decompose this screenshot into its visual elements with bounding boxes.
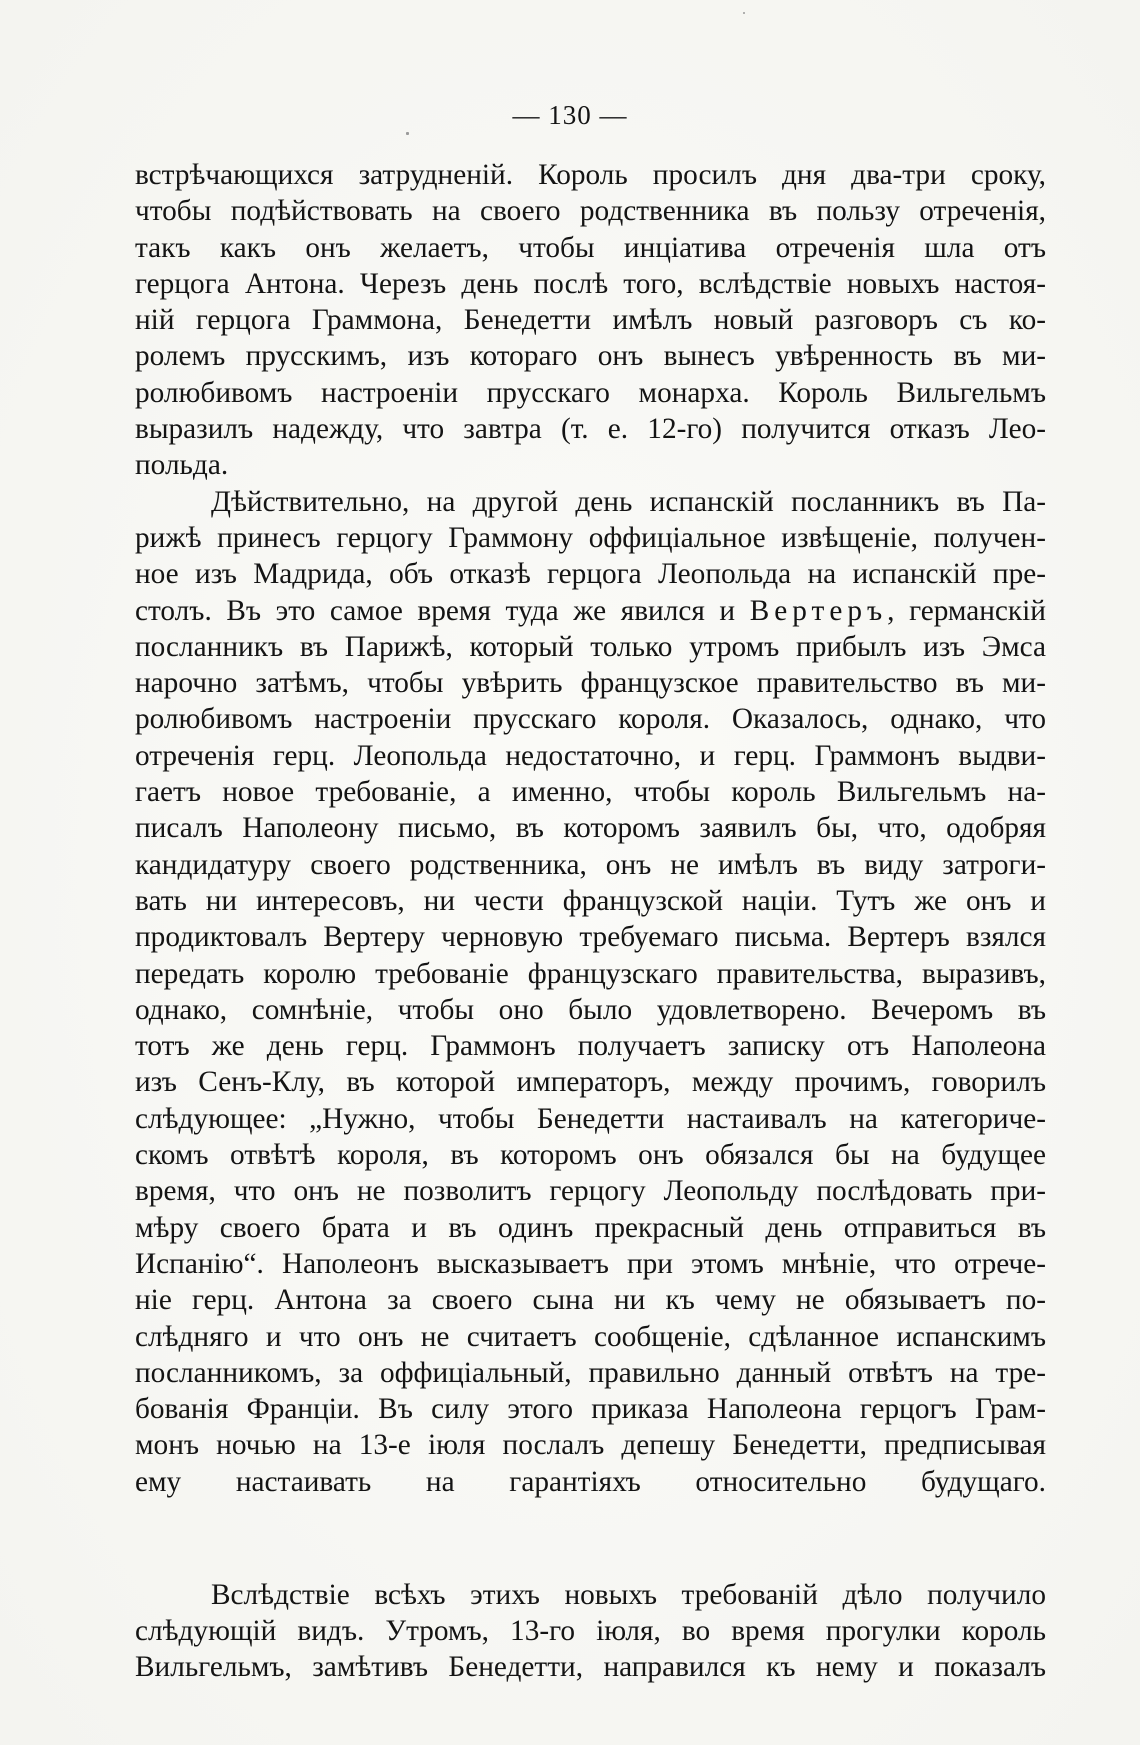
text-line <box>135 1500 1046 1536</box>
scan-speck <box>406 132 409 135</box>
text-line <box>135 1536 1046 1572</box>
text-line: выразилъ надежду, что завтра (т. е. 12-го) получится отказъ Лео- <box>135 413 1046 446</box>
scan-speck <box>743 12 745 14</box>
text-line: скомъ отвѣтѣ короля, въ которомъ онъ обязался бы на будущее <box>135 1139 1046 1172</box>
text-line: однако, сомнѣніе, чтобы оно было удовлетворено. Вечеромъ въ <box>135 993 1046 1026</box>
text-line: рижѣ принесъ герцогу Граммону оффиціальное извѣщеніе, получен- <box>135 521 1046 554</box>
text-line: ное изъ Мадрида, объ отказѣ герцога Леопольда на испанскій пре- <box>135 558 1046 591</box>
text-line: чтобы подѣйствовать на своего родственника въ пользу отреченія, <box>135 195 1046 228</box>
text-line: ролемъ прусскимъ, изъ котораго онъ вынесъ увѣренность въ ми- <box>135 340 1046 373</box>
text-line: монъ ночью на 13-е іюля послалъ депешу Бенедетти, предписывая <box>135 1429 1046 1462</box>
text-line: ній герцога Граммона, Бенедетти имѣлъ новый разговоръ съ ко- <box>135 304 1046 337</box>
text-line: мѣру своего брата и въ одинъ прекрасный день отправиться въ <box>135 1211 1046 1244</box>
text-line: продиктовалъ Вертеру черновую требуемаго письма. Вертеръ взялся <box>135 921 1046 954</box>
text-line: польда. <box>135 449 229 482</box>
text-line: слѣдняго и что онъ не считаетъ сообщеніе, сдѣланное испанскимъ <box>135 1320 1046 1353</box>
text-line-with-spaced-name <box>135 593 1046 629</box>
spaced-name: Вертеръ <box>749 594 888 627</box>
text-line: Испанію“. Наполеонъ высказываетъ при этомъ мнѣніе, что отрече- <box>135 1247 1046 1280</box>
text-line: Дѣйствительно, на другой день испанскій посланникъ въ Па- <box>211 485 1046 518</box>
text-line: отреченія герц. Леопольда недостаточно, и герц. Граммонъ выдви- <box>135 739 1046 772</box>
paragraph-2 <box>135 484 1046 1573</box>
text-line: ролюбивомъ настроеніи прусскаго монарха. Король Вильгельмъ <box>135 376 1046 409</box>
page-number: — 130 — <box>512 100 628 130</box>
text-line: ніе герц. Антона за своего сына ни къ чему не обязываетъ по- <box>135 1284 1046 1317</box>
text-line: Вслѣдствіе всѣхъ этихъ новыхъ требованій дѣло получило <box>211 1578 1046 1611</box>
text-line: ролюбивомъ настроеніи прусскаго короля. Оказалось, однако, что <box>135 703 1046 736</box>
body-text <box>135 157 1046 1685</box>
text-line: тотъ же день герц. Граммонъ получаетъ записку отъ Наполеона <box>135 1030 1046 1063</box>
text-line: нарочно затѣмъ, чтобы увѣрить французское правительство въ ми- <box>135 667 1046 700</box>
text-segment: , германскій <box>887 594 1046 627</box>
text-line: посланникомъ, за оффиціальный, правильно данный отвѣтъ на тре- <box>135 1356 1046 1389</box>
text-line: встрѣчающихся затрудненій. Король просилъ дня два-три сроку, <box>135 159 1046 191</box>
text-line: время, что онъ не позволитъ герцогу Леопольду послѣдовать при- <box>135 1175 1046 1208</box>
text-line: писалъ Наполеону письмо, въ которомъ заявилъ бы, что, одобряя <box>135 812 1046 845</box>
paragraph-1 <box>135 157 1046 484</box>
paragraph-3 <box>135 1577 1046 1686</box>
text-line: вать ни интересовъ, ни чести французской націи. Тутъ же онъ и <box>135 884 1046 917</box>
text-line: герцога Антона. Черезъ день послѣ того, вслѣдствіе новыхъ настоя- <box>135 267 1046 300</box>
text-line: кандидатуру своего родственника, онъ не имѣлъ въ виду затроги- <box>135 848 1046 881</box>
text-line: слѣдующее: „Нужно, чтобы Бенедетти настаивалъ на категориче- <box>135 1102 1046 1135</box>
text-line: такъ какъ онъ желаетъ, чтобы инціатива отреченія шла отъ <box>135 231 1046 264</box>
text-line: ему настаивать на гарантіяхъ относительно будущаго. <box>135 1465 1046 1498</box>
text-line: Вильгельмъ, замѣтивъ Бенедетти, направился къ нему и показалъ <box>135 1651 1046 1684</box>
text-line: посланникъ въ Парижѣ, который только утромъ прибылъ изъ Эмса <box>135 630 1046 663</box>
text-line: изъ Сенъ-Клу, въ которой императоръ, между прочимъ, говорилъ <box>135 1066 1046 1099</box>
text-line: слѣдующій видъ. Утромъ, 13-го іюля, во время прогулки король <box>135 1614 1046 1647</box>
text-line: бованія Франціи. Въ силу этого приказа Наполеона герцогъ Грам- <box>135 1393 1046 1426</box>
text-line: гаетъ новое требованіе, а именно, чтобы король Вильгельмъ на- <box>135 776 1046 809</box>
text-line: передать королю требованіе французскаго правительства, выразивъ, <box>135 957 1046 990</box>
text-segment: столъ. Въ это самое время туда же явился и <box>135 594 736 627</box>
